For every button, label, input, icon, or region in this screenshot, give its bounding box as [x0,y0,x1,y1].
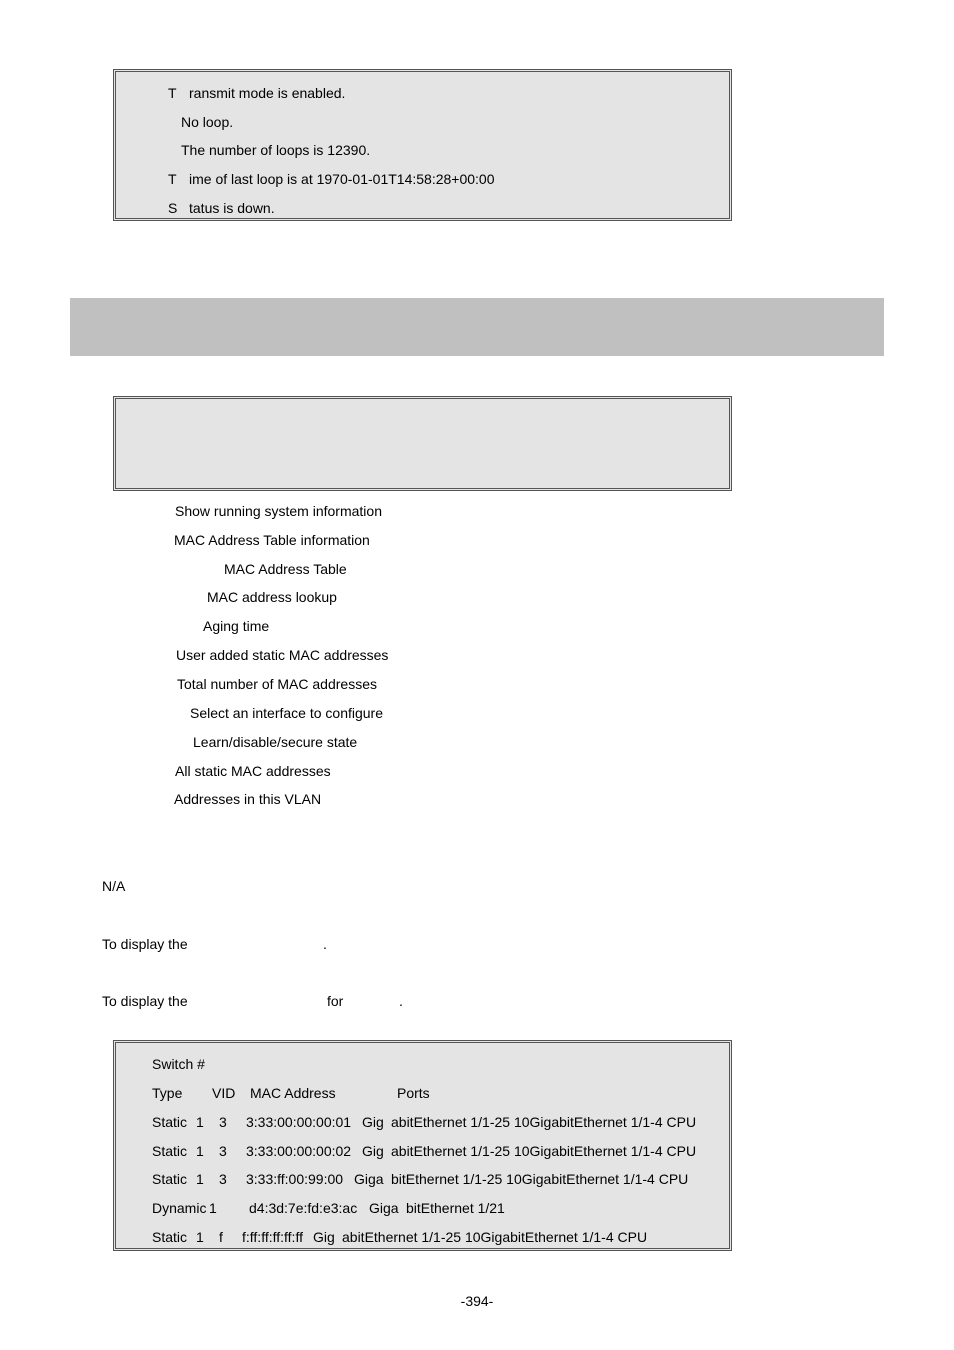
cli-prompt: Switch # [152,1056,205,1072]
table-cell: Static [152,1114,188,1130]
table-cell: Gig [313,1229,335,1245]
table-cell: Static [152,1171,188,1187]
table-header: VID [212,1085,236,1101]
table-cell: 1 [196,1143,204,1159]
usage-text: . [399,993,403,1009]
page-number: -394- [460,1293,494,1309]
table-cell: 1 [196,1114,204,1130]
output-line: ime of last loop is at 1970-01-01T14:58:28+00:00 [189,171,495,187]
output-line: No loop. [181,114,234,130]
table-cell: abitEthernet 1/1-25 10GigabitEthernet 1/1-4 CPU [342,1229,648,1245]
table-cell: 3 [219,1143,227,1159]
table-cell: Gig [362,1143,384,1159]
table-cell: Giga [369,1200,399,1216]
table-cell: Static [152,1229,188,1245]
param-description: User added static MAC addresses [176,647,389,663]
table-cell: abitEthernet 1/1-25 10GigabitEthernet 1/1-4 CPU [391,1143,697,1159]
param-description: MAC address lookup [207,589,337,605]
table-cell: Static [152,1143,188,1159]
table-cell: 1 [196,1229,204,1245]
param-description: All static MAC addresses [175,763,331,779]
output-line: tatus is down. [189,200,275,216]
table-cell: bitEthernet 1/1-25 10GigabitEthernet 1/1-4 CPU [391,1171,689,1187]
table-cell: 3:33:00:00:00:02 [246,1143,352,1159]
param-description: Total number of MAC addresses [177,676,377,692]
table-header: MAC Address [250,1085,336,1101]
output-line: ransmit mode is enabled. [189,85,346,101]
table-cell: 1 [209,1200,217,1216]
param-description: MAC Address Table information [174,532,370,548]
table-cell: Dynamic [152,1200,207,1216]
syntax-box [113,396,732,491]
table-cell: 1 [196,1171,204,1187]
output-line: T [168,171,177,187]
table-cell: Gig [362,1114,384,1130]
output-line: T [168,85,177,101]
param-description: Addresses in this VLAN [174,791,322,807]
usage-text: for [327,993,344,1009]
table-cell: 3 [219,1171,227,1187]
table-cell: 3:33:00:00:00:01 [246,1114,352,1130]
default-value: N/A [102,878,126,894]
table-cell: 3 [219,1114,227,1130]
output-line: The number of loops is 12390. [181,142,371,158]
table-cell: f [219,1229,223,1245]
table-cell: bitEthernet 1/21 [406,1200,505,1216]
table-header: Type [152,1085,183,1101]
table-cell: 3:33:ff:00:99:00 [246,1171,344,1187]
usage-text: To display the [102,993,188,1009]
table-cell: d4:3d:7e:fd:e3:ac [249,1200,358,1216]
param-description: Learn/disable/secure state [193,734,358,750]
table-cell: abitEthernet 1/1-25 10GigabitEthernet 1/1-4 CPU [391,1114,697,1130]
table-cell: f:ff:ff:ff:ff:ff [242,1229,303,1245]
usage-text: To display the [102,936,188,952]
param-description: MAC Address Table [224,561,347,577]
table-cell: Giga [354,1171,384,1187]
section-banner [70,298,884,356]
output-line: S [168,200,178,216]
usage-text: . [323,936,327,952]
table-header: Ports [397,1085,430,1101]
param-description: Aging time [203,618,270,634]
param-description: Select an interface to configure [190,705,384,721]
param-description: Show running system information [175,503,382,519]
